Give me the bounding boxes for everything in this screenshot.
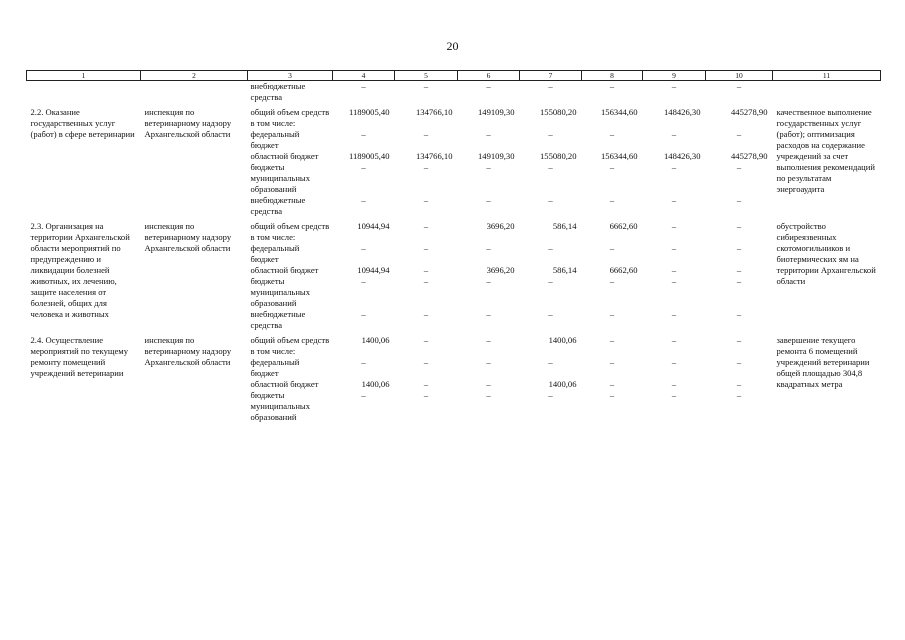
value-cell: – [548, 357, 553, 367]
value-cell: – [609, 243, 615, 253]
value-cell: 1189005,40 [348, 107, 390, 117]
expected-result: завершение текущего ремонта 6 помещений учреждений ветеринарии общей площадью 304,8 квадратных метра [776, 335, 870, 389]
value-cell [643, 232, 706, 243]
value-cell: – [671, 390, 677, 400]
value-cell: – [423, 276, 429, 286]
value-cell: – [736, 309, 742, 319]
funding-source-label: федеральный бюджет [250, 243, 300, 264]
value-cell: – [671, 379, 677, 389]
expected-result: качественное выполнение государственных услуг (работ); оптимизация расходов на содержание учреждений за счет выполнения рекомендаций по результатам энергоаудита [776, 107, 875, 194]
value-cell: – [671, 162, 677, 172]
value-cell: – [423, 309, 429, 319]
column-header: 8 [582, 71, 643, 81]
value-cell: 445278,90 [730, 151, 768, 161]
value-cell: – [736, 335, 742, 345]
funding-source-label: в том числе: [250, 232, 296, 242]
value-cell: 155080,20 [539, 107, 577, 117]
value-cell: – [361, 390, 366, 400]
value-cell [582, 232, 643, 243]
value-cell: – [736, 357, 742, 367]
value-cell: – [548, 162, 553, 172]
value-cell: 1400,06 [548, 335, 577, 345]
value-cell: – [361, 276, 366, 286]
value-cell [706, 232, 773, 243]
value-cell [643, 346, 706, 357]
program-budget-table [26, 70, 881, 423]
value-cell: 6662,60 [609, 265, 638, 275]
value-cell [582, 346, 643, 357]
value-cell: 1400,06 [548, 379, 577, 389]
value-cell: 155080,20 [539, 151, 577, 161]
value-cell: – [671, 195, 677, 205]
value-cell [333, 232, 395, 243]
value-cell [582, 118, 643, 129]
value-cell [395, 346, 458, 357]
responsible-executor: инспекция по ветеринарному надзору Архангельской области [144, 335, 232, 367]
column-header: 11 [773, 71, 881, 81]
value-cell: – [671, 243, 677, 253]
value-cell: – [486, 243, 491, 253]
value-cell [395, 232, 458, 243]
value-cell: – [486, 379, 491, 389]
funding-source-label: внебюджетные средства [250, 309, 306, 330]
value-cell: 148426,30 [663, 107, 701, 117]
value-cell: 134766,10 [415, 151, 453, 161]
value-cell: – [486, 390, 491, 400]
carry-over-row [27, 81, 881, 104]
value-cell: 3696,20 [486, 265, 515, 275]
value-cell: – [736, 81, 742, 91]
value-cell: – [361, 195, 366, 205]
value-cell: – [736, 390, 742, 400]
funding-source-label: областной бюджет [250, 379, 319, 389]
value-cell: – [548, 390, 553, 400]
value-cell: – [486, 162, 491, 172]
value-cell: 149109,30 [477, 107, 515, 117]
value-cell [333, 346, 395, 357]
value-cell: 10944,94 [357, 265, 390, 275]
value-cell: – [486, 129, 491, 139]
value-cell: – [671, 276, 677, 286]
value-cell: – [423, 162, 429, 172]
value-cell: 156344,60 [600, 107, 638, 117]
funding-source-label: внебюджетные средства [250, 195, 306, 216]
value-cell: – [423, 335, 429, 345]
value-cell: 156344,60 [600, 151, 638, 161]
activity-name: 2.3. Организация на территории Архангельской области мероприятий по предупреждению и ликвидации болезней животных, их лечению, защите населения от болезней, общих для человека и животных [30, 221, 130, 319]
column-header: 6 [458, 71, 520, 81]
value-cell: – [486, 276, 491, 286]
value-cell [520, 346, 582, 357]
value-cell: – [548, 243, 553, 253]
value-cell [520, 232, 582, 243]
value-cell: – [736, 162, 742, 172]
value-cell: – [486, 81, 491, 91]
activity-name: 2.2. Оказание государственных услуг (работ) в сфере ветеринарии [30, 107, 135, 139]
value-cell [706, 118, 773, 129]
value-cell: – [548, 81, 553, 91]
column-number-header-row [27, 71, 881, 81]
value-cell: – [361, 357, 366, 367]
value-cell: – [736, 276, 742, 286]
empty-cell [141, 81, 248, 104]
column-header: 2 [141, 71, 248, 81]
funding-source-label: федеральный бюджет [250, 357, 300, 378]
table-row [27, 221, 881, 232]
value-cell: – [423, 81, 429, 91]
funding-source-label: бюджеты муниципальных образований [250, 276, 310, 308]
value-cell: – [609, 309, 615, 319]
value-cell: – [736, 221, 742, 231]
value-cell: – [736, 195, 742, 205]
activity-name: 2.4. Осуществление мероприятий по текущему ремонту помещений учреждений ветеринарии [30, 335, 129, 378]
funding-source-label: общий объем средств [250, 335, 330, 345]
funding-source-label: бюджеты муниципальных образований [250, 390, 310, 422]
funding-source-label: внебюджетные средства [250, 81, 306, 102]
value-cell [333, 118, 395, 129]
value-cell: – [423, 221, 429, 231]
funding-source-label: общий объем средств [250, 221, 330, 231]
value-cell: – [486, 335, 491, 345]
value-cell: 148426,30 [663, 151, 701, 161]
value-cell: – [423, 357, 429, 367]
value-cell [706, 346, 773, 357]
value-cell: – [423, 265, 429, 275]
funding-source-label: областной бюджет [250, 265, 319, 275]
value-cell: – [361, 162, 366, 172]
value-cell: 6662,60 [609, 221, 638, 231]
value-cell: – [423, 195, 429, 205]
value-cell [395, 118, 458, 129]
column-header: 7 [520, 71, 582, 81]
column-header: 10 [706, 71, 773, 81]
empty-cell [27, 81, 141, 104]
column-header: 3 [248, 71, 333, 81]
value-cell: – [671, 335, 677, 345]
table-row [27, 335, 881, 346]
page-number: 20 [446, 39, 459, 53]
value-cell: – [609, 129, 615, 139]
value-cell [643, 118, 706, 129]
value-cell: – [609, 390, 615, 400]
funding-source-label: общий объем средств [250, 107, 330, 117]
value-cell [458, 232, 520, 243]
value-cell: – [486, 357, 491, 367]
value-cell: – [548, 276, 553, 286]
value-cell: – [548, 129, 553, 139]
expected-result: обустройство сибиреязвенных скотомогильников и биотермических ям на территории Архангельской области [776, 221, 876, 286]
value-cell: 149109,30 [477, 151, 515, 161]
value-cell: – [671, 357, 677, 367]
value-cell: – [736, 265, 742, 275]
value-cell: – [423, 129, 429, 139]
value-cell: – [671, 129, 677, 139]
value-cell: 10944,94 [357, 221, 390, 231]
funding-source-label: бюджеты муниципальных образований [250, 162, 310, 194]
value-cell: – [609, 357, 615, 367]
value-cell: 1400,06 [361, 335, 390, 345]
value-cell [458, 346, 520, 357]
value-cell: 586,14 [552, 221, 577, 231]
value-cell: – [361, 243, 366, 253]
value-cell: – [548, 195, 553, 205]
column-header: 9 [643, 71, 706, 81]
value-cell: 445278,90 [730, 107, 768, 117]
value-cell [520, 118, 582, 129]
value-cell: – [423, 390, 429, 400]
value-cell: – [361, 81, 366, 91]
value-cell: 1400,06 [361, 379, 390, 389]
value-cell: – [609, 276, 615, 286]
column-header: 4 [333, 71, 395, 81]
funding-source-label: в том числе: [250, 118, 296, 128]
value-cell: – [609, 81, 615, 91]
value-cell: – [423, 379, 429, 389]
value-cell: – [671, 221, 677, 231]
empty-cell [773, 81, 881, 104]
value-cell: – [736, 243, 742, 253]
funding-source-label: в том числе: [250, 346, 296, 356]
funding-source-label: областной бюджет [250, 151, 319, 161]
value-cell: – [548, 309, 553, 319]
value-cell: 1189005,40 [348, 151, 390, 161]
value-cell: – [361, 129, 366, 139]
value-cell: – [609, 162, 615, 172]
value-cell: – [671, 81, 677, 91]
column-header: 1 [27, 71, 141, 81]
value-cell: – [671, 309, 677, 319]
table-row [27, 107, 881, 118]
value-cell: 3696,20 [486, 221, 515, 231]
value-cell: – [423, 243, 429, 253]
value-cell: – [486, 309, 491, 319]
value-cell: – [736, 129, 742, 139]
value-cell: – [361, 309, 366, 319]
value-cell: 134766,10 [415, 107, 453, 117]
value-cell: – [736, 379, 742, 389]
value-cell: – [671, 265, 677, 275]
value-cell: – [609, 335, 615, 345]
value-cell: – [609, 379, 615, 389]
responsible-executor: инспекция по ветеринарному надзору Архангельской области [144, 221, 232, 253]
value-cell [458, 118, 520, 129]
column-header: 5 [395, 71, 458, 81]
responsible-executor: инспекция по ветеринарному надзору Архангельской области [144, 107, 232, 139]
value-cell: 586,14 [552, 265, 577, 275]
value-cell: – [486, 195, 491, 205]
funding-source-label: федеральный бюджет [250, 129, 300, 150]
value-cell: – [609, 195, 615, 205]
